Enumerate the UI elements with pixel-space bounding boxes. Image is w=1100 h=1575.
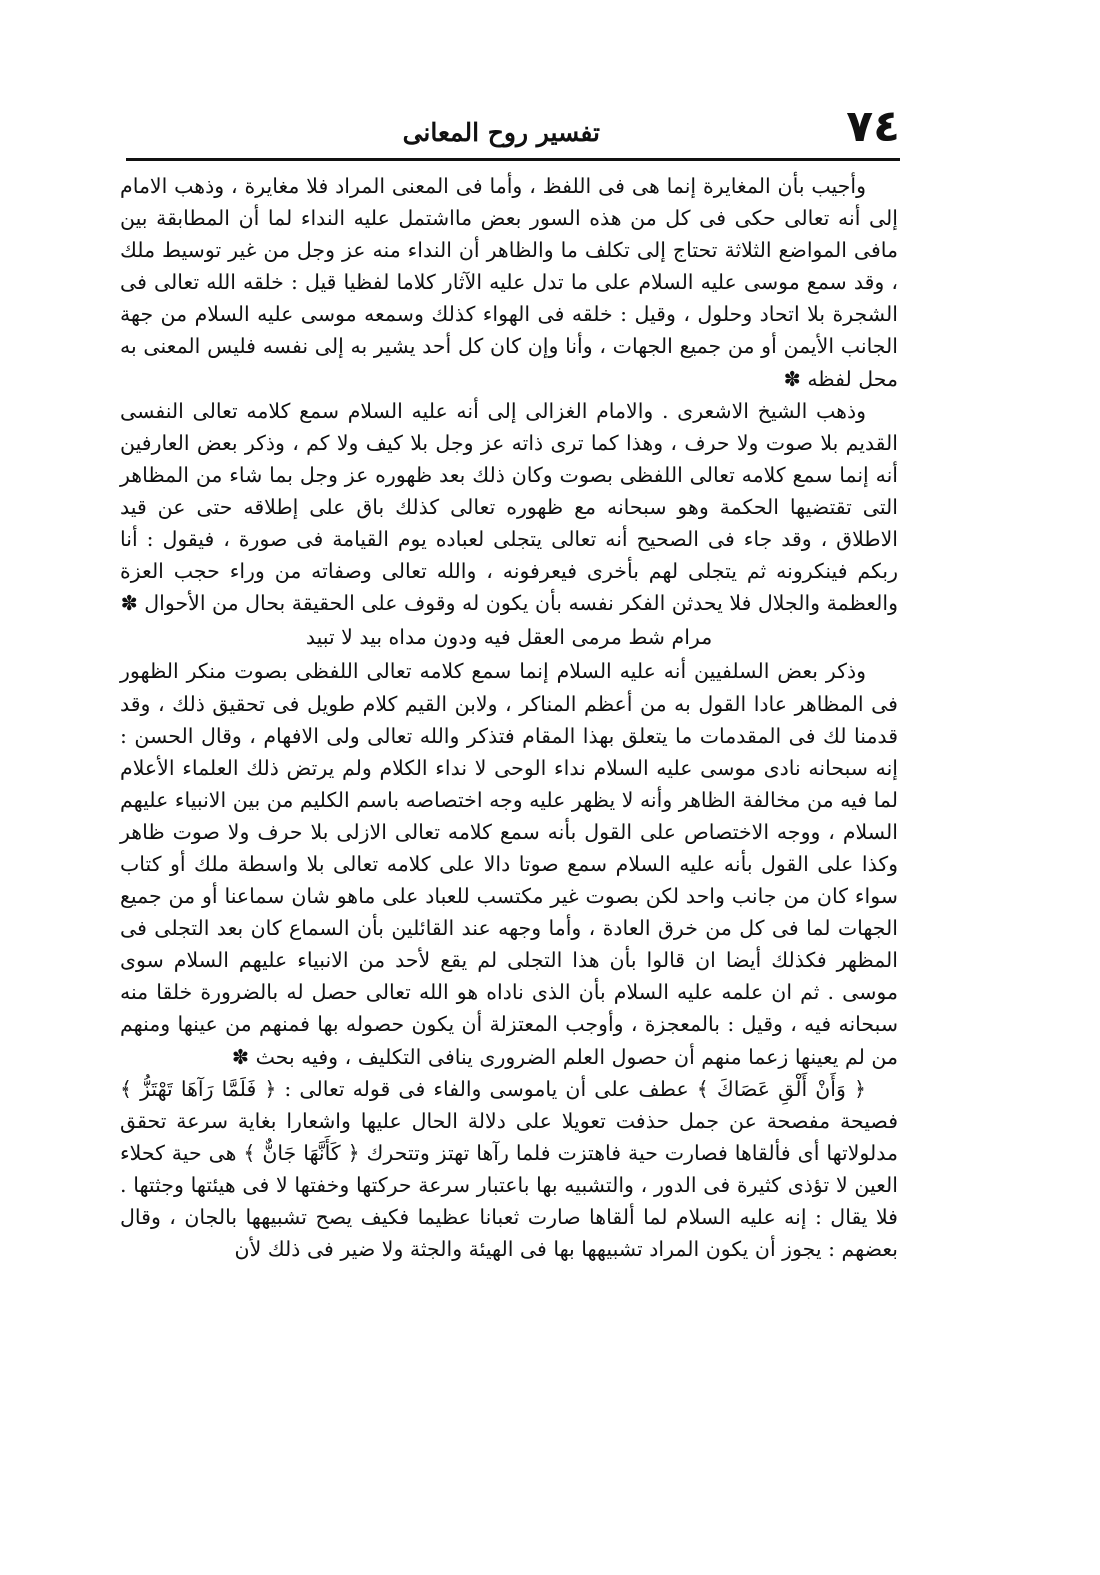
poetry-verse: مرام شط مرمى العقل فيه ودون مداه بيد لا تبيد (305, 625, 713, 650)
running-title: تفسير روح المعانى (402, 118, 600, 147)
paragraph: وذكر بعض السلفيين أنه عليه السلام إنما سمع كلامه تعالى اللفظى بصوت منكر الظهور فى المظاهر عادا القول به من أعظم المناكر ، ولابن القيم كلام طويل فى تحقيق ذلك ، وقد قدمنا لك فى المقدمات ما يتعلق بهذا المقام فتذكر والله تعالى ولى الافهام ، وقال الحسن : إنه سبحانه نادى موسى عليه السلام نداء الوحى لا نداء الكلام ولم يرتض ذلك العلماء الأعلام لما فيه من مخالفة الظاهر وأنه لا يظهر عليه وجه اختصاصه باسم الكليم من بين الانبياء عليهم السلام ، ووجه الاختصاص على القول بأنه سمع كلامه تعالى الازلى بلا حرف ولا صوت ظاهر وكذا على القول بأنه عليه السلام سمع صوتا دالا على كلامه تعالى بلا واسطة ملك أو كتاب سواء كان من جانب واحد لكن بصوت غير مكتسب للعباد على ماهو شان سماعنا أو من جميع الجهات لما فى كل من خرق العادة ، وأما وجهه عند القائلين بأن السماع كان بعد التجلى فى المظهر فكذلك أيضا ان قالوا بأن هذا التجلى لم يقع لأحد من الانبياء عليهم السلام سوى موسى . ثم ان علمه عليه السلام بأن الذى ناداه هو الله تعالى حصل له بالضرورة خلقا منه سبحانه فيه ، وقيل : بالمعجزة ، وأوجب المعتزلة أن يكون حصوله بها فمنهم من عينها ومنهم من لم يعينها زعما منهم أن حصول العلم الضرورى ينافى التكليف ، وفيه بحث ✽ (120, 659, 898, 1069)
page-header (118, 101, 900, 162)
page-body (120, 170, 898, 1265)
page-number: ٧٤ (846, 101, 900, 152)
paragraph: ﴿ وَأَنْ أَلْقِ عَصَاكَ ﴾ عطف على أن ياموسى والفاء فى قوله تعالى : ﴿ فَلَمَّا رَآهَا تَهْتَزُّ ﴾ فصيحة مفصحة عن جمل حذفت تعويلا على دلالة الحال عليها واشعارا بغاية سرعة تحقق مدلولاتها أى فألقاها فصارت حية فاهتزت فلما رآها تهتز وتتحرك ﴿ كَأَنَّهَا جَانٌّ ﴾ هى حية كحلاء العين لا تؤذى كثيرة فى الدور ، والتشبيه بها باعتبار سرعة حركتها وخفتها لا فى هيئتها وجثتها . فلا يقال : إنه عليه السلام لما ألقاها صارت ثعبانا عظيما فكيف يصح تشبيهها بالجان ، وقال بعضهم : يجوز أن يكون المراد تشبيهها بها فى الهيئة والجثة ولا ضير فى ذلك لأن (120, 1076, 898, 1262)
paragraph: وأجيب بأن المغايرة إنما هى فى اللفظ ، وأما فى المعنى المراد فلا مغايرة ، وذهب الامام إلى أنه تعالى حكى فى كل من هذه السور بعض مااشتمل عليه النداء لما أن المطابقة بين مافى المواضع الثلاثة تحتاج إلى تكلف ما والظاهر أن النداء منه عز وجل من غير توسيط ملك ، وقد سمع موسى عليه السلام على ما تدل عليه الآثار كلاما لفظيا قيل : خلقه الله تعالى فى الشجرة بلا اتحاد وحلول ، وقيل : خلقه فى الهواء كذلك وسمعه موسى عليه السلام من جهة الجانب الأيمن أو من جميع الجهات ، وأنا وإن كان كل أحد يشير به إلى نفسه فليس المعنى به محل لفظه ✽ (120, 174, 898, 391)
paragraph: وذهب الشيخ الاشعرى . والامام الغزالى إلى أنه عليه السلام سمع كلامه تعالى النفسى القديم بلا صوت ولا حرف ، وهذا كما ترى ذاته عز وجل بلا كيف ولا كم ، وذكر بعض العارفين أنه إنما سمع كلامه تعالى اللفظى بصوت وكان ذلك بعد ظهوره عز وجل بما شاء من المظاهر التى تقتضيها الحكمة وهو سبحانه مع ظهوره تعالى كذلك باق على إطلاقه حتى عن قيد الاطلاق ، وقد جاء فى الصحيح أنه تعالى يتجلى لعباده يوم القيامة فى صورة ، فيقول : أنا ربكم فينكرونه ثم يتجلى لهم بأخرى فيعرفونه ، والله تعالى وصفاته من وراء حجب العزة والعظمة والجلال فلا يحدثن الفكر نفسه بأن يكون له وقوف على الحقيقة بحال من الأحوال ✽ (120, 398, 898, 616)
header-rule (126, 158, 900, 161)
